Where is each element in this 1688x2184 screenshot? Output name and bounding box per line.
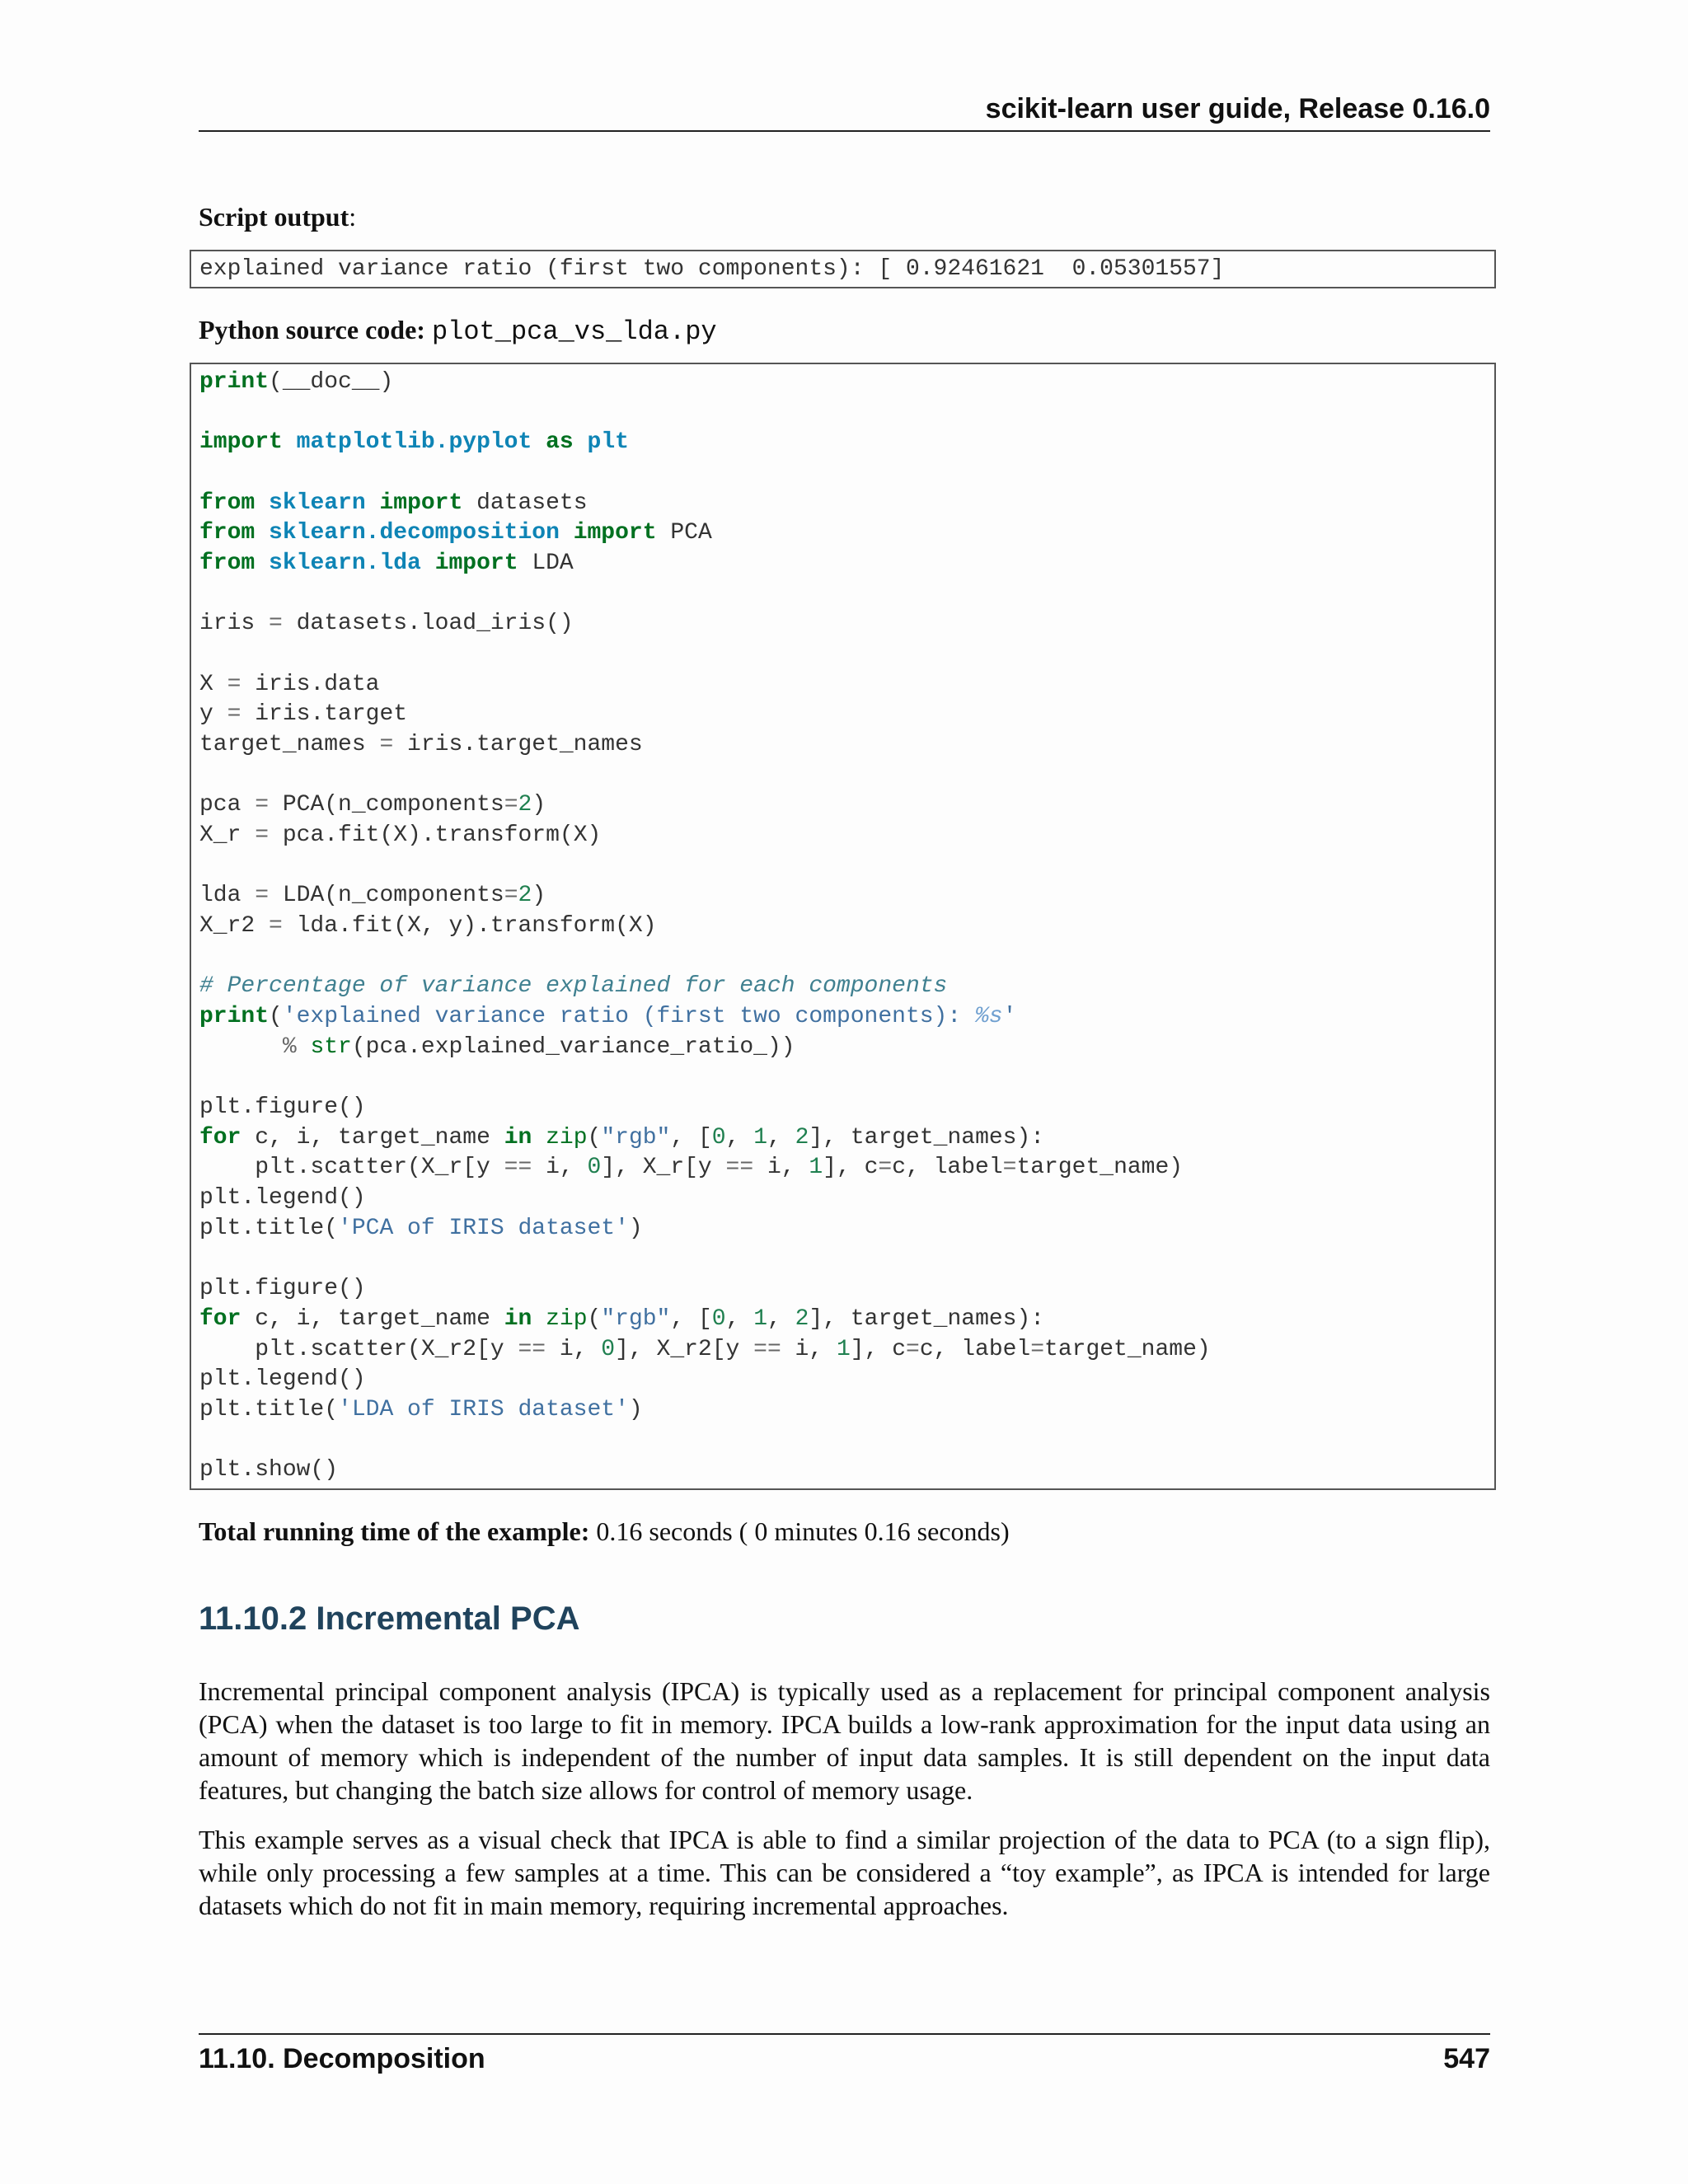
source-code-box <box>190 363 1496 1490</box>
footer-rule <box>199 2033 1490 2035</box>
script-output-text: explained variance ratio (first two components): [ 0.92461621 0.05301557] <box>199 256 1225 282</box>
page-number: 547 <box>1443 2043 1490 2074</box>
source-code-heading <box>199 313 717 349</box>
runtime-value: 0.16 seconds ( 0 minutes 0.16 seconds) <box>596 1516 1010 1546</box>
script-output-label: Script output <box>199 202 349 232</box>
runtime-label: Total running time of the example: <box>199 1516 590 1546</box>
footer-section: 11.10. Decomposition <box>199 2043 485 2074</box>
script-output-box <box>190 250 1496 288</box>
source-code-label: Python source code: <box>199 315 425 344</box>
paragraph-ipca-intro: Incremental principal component analysis (IPCA) is typically used as a replacement for principal component analysis (PCA) when the dataset is too large to fit in memory. IPCA builds a low-rank approximation for the input data using an amount of memory which is independent of the number of input data samples. It is still dependent on the input data features, but changing the batch size allows for control of memory usage. <box>199 1676 1490 1805</box>
running-header: scikit-learn user guide, Release 0.16.0 <box>985 93 1490 124</box>
header-rule <box>199 130 1490 132</box>
section-heading: 11.10.2 Incremental PCA <box>199 1601 580 1637</box>
document-page <box>199 0 1490 2184</box>
paragraph-ipca-example: This example serves as a visual check that IPCA is able to find a similar projection of the data to PCA (to a sign flip), while only processing a few samples at a time. This can be considered a “toy example”, as IPCA is intended for large datasets which do not fit in main memory, requiring incremental approaches. <box>199 1825 1490 1920</box>
source-filename: plot_pca_vs_lda.py <box>431 316 717 347</box>
source-code: print(__doc__) import matplotlib.pyplot as plt from sklearn import datasets from sklearn.decomposition import PCA from sklearn.lda import LDA iris = datasets.load_iris() X = iris.data y = iris.target target_names = iris.target_names pca = PCA(n_components=2) X_r = pca.fit(X).transform(X) lda = LDA(n_components=2) X_r2 = lda.fit(X, y).transform(X) # Percentage of variance explained for each components print('explained variance ratio (first two components): %s' % str(pca.explained_variance_ratio_)) plt.figure() for c, i, target_name in zip("rgb", [0, 1, 2], target_names): plt.scatter(X_r[y == i, 0], X_r[y == i, 1], c=c, label=target_name) plt.legend() plt.title('PCA of IRIS dataset') plt.figure() for c, i, target_name in zip("rgb", [0, 1, 2], target_names): plt.scatter(X_r2[y == i, 0], X_r2[y == i, 1], c=c, label=target_name) plt.legend() plt.title('LDA of IRIS dataset') plt.show() <box>199 369 1211 1483</box>
runtime-line <box>199 1515 1010 1548</box>
script-output-heading: Script output: <box>199 202 357 232</box>
